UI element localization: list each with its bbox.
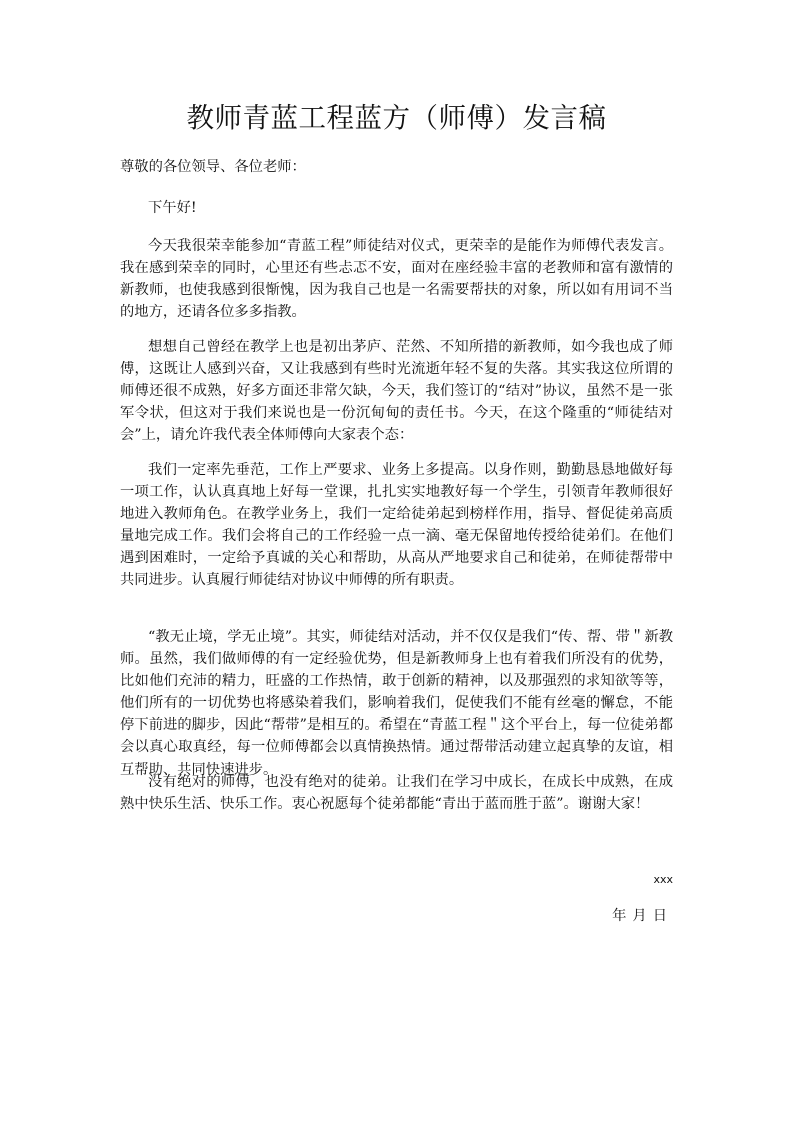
paragraph-reflection: 想想自己曾经在教学上也是初出茅庐、茫然、不知所措的新教师，如今我也成了师傅，这既让人感到兴奋，又让我感到有些时光流逝年轻不复的失落。其实我这位所谓的师傅还很不成熟，好多方面还非常欠缺，今天，我们签订的“结对”协议，虽然不是一张军令状，但这对于我们来说也是一份沉甸甸的责任书。今天，在这个隆重的“师徒结对会”上，请允许我代表全体师傅向大家表个态： [120, 339, 673, 444]
paragraph-mutual-learning: “教无止境，学无止境”。其实，师徒结对活动，并不仅仅是我们“传、帮、带＂新教师。虽然，我们做师傅的有一定经验优势，但是新教师身上也有着我们所没有的优势，比如他们充沛的精力，旺盛的工作热情，敢于创新的精神，以及那强烈的求知欲等等，他们所有的一切优势也将感染着我们，影响着我们，促使我们不能有丝毫的懈怠，不能停下前进的脚步，因此“帮带”是相互的。希望在“青蓝工程＂这个平台上，每一位徒弟都会以真心取真经，每一位师傅都会以真情换热情。通过帮带活动建立起真挚的友谊，相互帮助、共同快速进步。 [120, 629, 673, 778]
document-page [120, 0, 673, 1122]
salutation: 尊敬的各位领导、各位老师： [120, 159, 306, 175]
paragraph-commitment: 我们一定率先垂范，工作上严要求、业务上多提高。以身作则，勤勤恳恳地做好每一项工作，认认真真地上好每一堂课，扎扎实实地教好每一个学生，引领青年教师很好地进入教师角色。在教学业务上，我们一定给徒弟起到榜样作用，指导、督促徒弟高质量地完成工作。我们会将自己的工作经验一点一滴、毫无保留地传授给徒弟们。在他们遇到困难时，一定给予真诚的关心和帮助，从高从严地要求自己和徒弟，在师徒帮带中共同进步。认真履行师徒结对协议中师傅的所有职责。 [120, 462, 673, 589]
greeting: 下午好! [148, 200, 197, 216]
paragraph-intro: 今天我很荣幸能参加“青蓝工程”师徒结对仪式，更荣幸的是能作为师傅代表发言。我在感到荣幸的同时，心里还有些忐忑不安，面对在座经验丰富的老教师和富有激情的新教师，也使我感到很惭愧，因为我自己也是一名需要帮扶的对象，所以如有用词不当的地方，还请各位多多指教。 [120, 238, 673, 321]
signature: xxx [653, 873, 673, 886]
document-title: 教师青蓝工程蓝方（师傅）发言稿 [186, 102, 607, 134]
paragraph-closing: 没有绝对的师傅，也没有绝对的徒弟。让我们在学习中成长，在成长中成熟，在成熟中快乐生活、快乐工作。衷心祝愿每个徒弟都能“青出于蓝而胜于蓝”。谢谢大家！ [120, 774, 673, 813]
date-line: 年月日 [612, 908, 673, 924]
